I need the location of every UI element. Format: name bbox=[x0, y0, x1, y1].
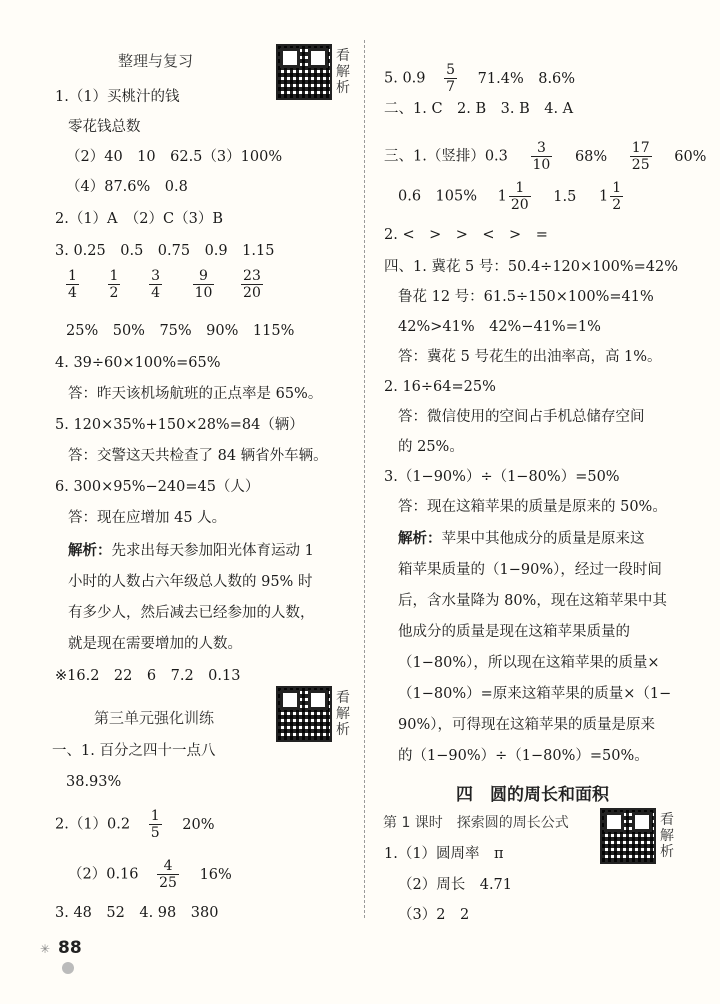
answer-line: 1.（1）圆周率 π bbox=[384, 846, 504, 862]
qr-label: 看解析 bbox=[336, 690, 350, 738]
answer-line: 答：现在应增加 45 人。 bbox=[68, 510, 227, 526]
fraction: $\frac{1}{4}$ bbox=[68, 268, 77, 301]
qr-code[interactable] bbox=[276, 686, 332, 742]
answer-line: 42%>41% 42%−41%=1% bbox=[398, 319, 601, 335]
fraction: $\frac{23}{20}$ bbox=[243, 268, 261, 301]
fraction: $\frac{1}{20}$ bbox=[510, 180, 529, 213]
qr-code[interactable] bbox=[600, 808, 656, 864]
answer-line: 2.（1）A （2）C（3）B bbox=[55, 211, 223, 227]
answer-line: （2）0.16 $\frac{4}{25}$ 16% bbox=[68, 858, 232, 891]
explanation-line: 有多少人，然后减去已经参加的人数， bbox=[68, 605, 315, 621]
explanation-line: （1−80%）=原来这箱苹果的质量×（1− bbox=[398, 686, 672, 702]
answer-line: 四、1. 冀花 5 号：50.4÷120×100%=42% bbox=[384, 259, 678, 275]
answer-line: 二、1. C 2. B 3. B 4. A bbox=[384, 101, 574, 117]
explanation-line: 解析：苹果中其他成分的质量是原来这 bbox=[398, 530, 645, 547]
answer-line: 零花钱总数 bbox=[68, 119, 141, 135]
fraction-row bbox=[64, 268, 265, 301]
answer-line: 2.（1）0.2 $\frac{1}{5}$ 20% bbox=[55, 808, 215, 841]
fraction: $\frac{1}{2}$ bbox=[612, 180, 622, 213]
answer-line: 答：冀花 5 号花生的出油率高，高 1%。 bbox=[398, 349, 662, 365]
answer-line: ※16.2 22 6 7.2 0.13 bbox=[55, 668, 241, 684]
answer-line: 0.6 105% 1 $\frac{1}{20}$ 1.5 1 $\frac{1}{2}$ bbox=[398, 180, 625, 213]
fraction: $\frac{17}{25}$ bbox=[631, 140, 650, 173]
answer-line: 答：昨天该机场航班的正点率是 65%。 bbox=[68, 386, 323, 402]
explanation-line: 就是现在需要增加的人数。 bbox=[68, 636, 242, 652]
answer-line: 3. 0.25 0.5 0.75 0.9 1.15 bbox=[55, 243, 275, 259]
answer-line: （3）2 2 bbox=[398, 907, 470, 923]
lesson-title: 第 1 课时 探索圆的周长公式 bbox=[383, 815, 569, 831]
answer-line: 3.（1−90%）÷（1−80%）=50% bbox=[384, 469, 620, 485]
answer-line: 答：现在这箱苹果的质量是原来的 50%。 bbox=[398, 499, 667, 515]
answer-line: 三、1.（竖排）0.3 $\frac{3}{10}$ 68% $\frac{17}{25}$ 60% bbox=[384, 140, 707, 173]
fraction: $\frac{1}{2}$ bbox=[109, 268, 119, 301]
answer-line: 鲁花 12 号：61.5÷150×100%=41% bbox=[398, 289, 654, 305]
answer-line: 一、1. 百分之四十一点八 bbox=[52, 743, 216, 759]
unit-title: 四 圆的周长和面积 bbox=[456, 785, 609, 805]
column-divider bbox=[364, 40, 365, 918]
fraction: $\frac{5}{7}$ bbox=[446, 62, 456, 95]
answer-line: 3. 48 52 4. 98 380 bbox=[55, 905, 219, 921]
answer-line: （2）周长 4.71 bbox=[398, 877, 513, 893]
answer-line: （2）40 10 62.5（3）100% bbox=[66, 149, 283, 165]
explanation-line: （1−80%），所以现在这箱苹果的质量× bbox=[398, 655, 660, 671]
explanation-line: 他成分的质量是现在这箱苹果质量的 bbox=[398, 624, 630, 640]
answer-line: 答：交警这天共检查了 84 辆省外车辆。 bbox=[68, 448, 328, 464]
explanation-line: 箱苹果质量的（1−90%），经过一段时间 bbox=[398, 562, 662, 578]
answer-line: 5. 120×35%+150×28%=84（辆） bbox=[55, 417, 304, 433]
answer-line: 1.（1）买桃汁的钱 bbox=[55, 89, 180, 105]
explanation-line: 解析：先求出每天参加阳光体育运动 1 bbox=[68, 542, 314, 559]
answer-line: 的 25%。 bbox=[398, 439, 464, 455]
answer-line: 38.93% bbox=[66, 774, 122, 790]
explanation-line: 90%），可得现在这箱苹果的质量是原来 bbox=[398, 717, 655, 733]
answer-line: 答：微信使用的空间占手机总储存空间 bbox=[398, 409, 645, 425]
explanation-line: 的（1−90%）÷（1−80%）=50%。 bbox=[398, 748, 649, 764]
answer-line: 2. < > > < > = bbox=[384, 227, 548, 243]
answer-line: （4）87.6% 0.8 bbox=[66, 179, 188, 195]
qr-code[interactable] bbox=[276, 44, 332, 100]
explanation-line: 小时的人数占六年级总人数的 95% 时 bbox=[68, 574, 313, 590]
explanation-line: 后，含水量降为 80%，现在这箱苹果中其 bbox=[398, 593, 667, 609]
star-icon: ✳ bbox=[40, 942, 51, 956]
answer-line: 4. 39÷60×100%=65% bbox=[55, 355, 221, 371]
fraction: $\frac{4}{25}$ bbox=[159, 858, 177, 891]
answer-line: 2. 16÷64=25% bbox=[384, 379, 496, 395]
qr-label: 看解析 bbox=[660, 812, 674, 860]
fraction: $\frac{3}{10}$ bbox=[532, 140, 551, 173]
mixed-number: 1 $\frac{1}{20}$ bbox=[497, 180, 529, 213]
answer-line: 25% 50% 75% 90% 115% bbox=[66, 323, 295, 339]
page-number: 88 bbox=[58, 938, 82, 958]
qr-label: 看解析 bbox=[336, 48, 350, 96]
mixed-number: 1 $\frac{1}{2}$ bbox=[598, 180, 622, 213]
section-title-unit3: 第三单元强化训练 bbox=[94, 709, 215, 727]
decorative-dot bbox=[62, 962, 74, 974]
fraction: $\frac{3}{4}$ bbox=[151, 268, 160, 301]
fraction: $\frac{9}{10}$ bbox=[194, 268, 213, 301]
section-title-review: 整理与复习 bbox=[118, 52, 194, 70]
answer-line: 6. 300×95%−240=45（人） bbox=[55, 479, 260, 495]
answer-line: 5. 0.9 $\frac{5}{7}$ 71.4% 8.6% bbox=[384, 62, 576, 95]
fraction: $\frac{1}{5}$ bbox=[150, 808, 160, 841]
